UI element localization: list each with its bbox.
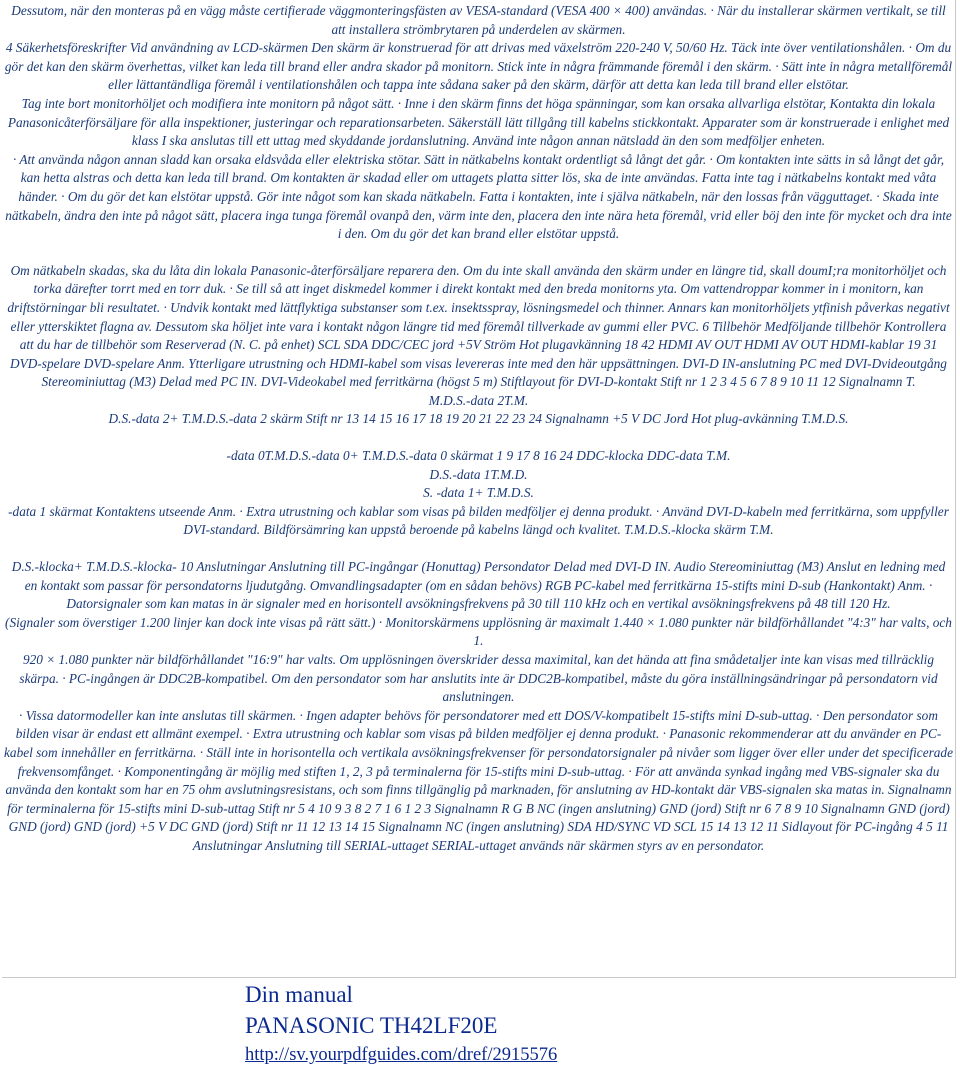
- paragraph-tmds-line-1: M.D.S.-data 2T.M.: [428, 392, 529, 408]
- paragraph-tmds-line-5: S. -data 1+ T.M.D.S.: [423, 485, 534, 501]
- footer-links: [245, 979, 745, 1069]
- paragraph-pc-notes: · Vissa datormodeller kan inte anslutas till skärmen. · Ingen adapter behövs för persondatorer med ett DOS/V-kompatibelt 15-stifts mini D-sub-uttag. · Den persondator som bilden visar är endast ett allmänt exempel. · Extra utrustning och kablar som visas på bilden medföljer ej denna produkt. · Panasonic rekommenderar att du använder en PC-kabel som innehåller en ferritkärna. · Ställ inte in horisontella och vertikala avsökningsfrekvenser för persondatorsignaler på nivåer som ligger över eller under det specificerade frekvensomfånget. · Komponentingång är möjlig med stiften 1, 2, 3 på terminalerna för 15-stifts mini D-sub-uttag. · För att använda synkad ingång med VBS-signaler ska du använda den kontakt som har en 75 ohm avslutningsresistans, och som finns tillgänglig på marknaden, för anslutning av HD-kontakt där VBS-signalen ska matas in. Signalnamn för terminalerna för 15-stifts mini D-sub-uttag Stift nr 5 4 10 9 3 8 2 7 1 6 1 2 3 Signalnamn R G B NC (ingen anslutning) GND (jord) Stift nr 6 7 8 9 10 Signalnamn GND (jord) GND (jord) GND (jord) +5 V DC GND (jord) Stift nr 11 12 13 14 15 Signalnamn NC (ingen anslutning) SDA HD/SYNC VD SCL 15 14 13 12 11 Sidlayout för PC-ingång 4 5 11 Anslutningar Anslutning till SERIAL-uttaget SERIAL-uttaget används när skärmen styrs av en persondator.: [4, 707, 953, 853]
- paragraph-tmds-line-3: -data 0T.M.D.S.-data 0+ T.M.D.S.-data 0 skärmat 1 9 17 8 16 24 DDC-klocka DDC-data T.M.: [226, 448, 731, 464]
- manual-link[interactable]: Din manual: [245, 982, 353, 1007]
- paragraph-pc-inputs: D.S.-klocka+ T.M.D.S.-klocka- 10 Anslutningar Anslutning till PC-ingångar (Honuttag) Persondator Delad med DVI-D IN. Audio Stereominiuttag (M3) Anslut en ledning med en kontakt som passar för persondatorns ljudutgång. Omvandlingsadapter (om en sådan behövs) RGB PC-kabel med ferritkärna 15-stifts mini D-sub (Hankontakt) Anm. · Datorsignaler som kan matas in är signaler med en horisontell avsökningsfrekvens på 30 till 110 kHz och en vertikal avsökningsfrekvens på 48 till 120 Hz.: [11, 559, 946, 612]
- paragraph-safety-precautions: 4 Säkerhetsföreskrifter Vid användning av LCD-skärmen Den skärm är konstruerad för att drivas med växelström 220-240 V, 50/60 Hz. Täck inte över ventilationshålen. · Om du gör det kan den skärm överhettas, vilket kan leda till brand eller andra skador på monitorn. Stick inte in några främmande föremål i den skärm. · Sätt inte in några metallföremål eller lättantändliga föremål i ventilationshålen och tappa inte sådana saker på den skärm, därför att detta kan leda till brand eller elstötar.: [4, 40, 953, 93]
- paragraph-power-cord: · Att använda någon annan sladd kan orsaka eldsvåda eller elektriska stötar. Sätt in nätkabelns kontakt ordentligt så långt det går. · Om kontakten inte sätts in så långt det går, kan hetta alstras och detta kan leda till brand. Om kontakten är skadad eller om uttagets platta sitter lös, ska de inte användas. Fatta inte tag i nätkabelns kontakt med våta händer. · Om du gör det kan elstötar uppstå. Gör inte något som kan skada nätkabeln. Fatta i kontakten, inte i själva nätkabeln, när den lossas från vägguttaget. · Skada inte nätkabeln, ändra den inte på något sätt, placera inga tunga föremål ovanpå den, värm inte den, placera den inte nära heta föremål, vrid eller böj den inte för mycket och dra inte i den. Om du gör det kan brand eller elstötar uppstå.: [5, 151, 952, 242]
- manual-text-block: [2, 0, 956, 978]
- paragraph-tmds-line-2: D.S.-data 2+ T.M.D.S.-data 2 skärm Stift nr 13 14 15 16 17 18 19 20 21 22 23 24 Signalnamn +5 V DC Jord Hot plug-avkänning T.M.D.S.: [108, 411, 849, 427]
- paragraph-accessories-connections: Om nätkabeln skadas, ska du låta din lokala Panasonic-återförsäljare reparera den. Om du inte skall använda den skärm under en längre tid, skall doumI;ra monitorhöljet och torka därefter torrt med en torr duk. · Se till så att inget diskmedel kommer i direkt kontakt med den breda monitorns yta. Om vattendroppar kommer in i monitorn, kan driftstörningar bli resultatet. · Undvik kontakt med lättflyktiga substanser som t.ex. insektsspray, lösningsmedel och thinner. Annars kan monitorhöljets ytfinish påverkas negativt eller ytterskiktet flagna av. Dessutom ska höljet inte vara i kontakt någon längre tid med föremål tillverkade av gummi eller PVC. 6 Tillbehör Medföljande tillbehör Kontrollera att du har de tillbehör som Reserverad (N. C. på enhet) SCL SDA DDC/CEC jord +5V Ström Hot plugavkänning 18 42 HDMI AV OUT HDMI AV OUT HDMI-kablar 19 31 DVD-spelare DVD-spelare Anm. Ytterligare utrustning och HDMI-kabel som visas levereras inte med den här uppsättningen. DVI-D IN-anslutning PC med DVI-Dvideoutgång Stereominiuttag (M3) Delad med PC IN. DVI-Videokabel med ferritkärna (högst 5 m) Stiftlayout för DVI-D-kontakt Stift nr 1 2 3 4 5 6 7 8 9 10 11 12 Signalnamn T.: [7, 262, 950, 390]
- paragraph-resolution-4-3: (Signaler som överstiger 1.200 linjer kan dock inte visas på rätt sätt.) · Monitorskärmens upplösning är maximalt 1.440 × 1.080 punkter när bildförhållandet "4:3" har valts, och 1.: [5, 614, 952, 649]
- paragraph-resolution-16-9: 920 × 1.080 punkter när bildförhållandet "16:9" har valts. Om upplösningen överskrider dessa maximital, kan det hända att fina smådetaljer inte kan visas med tillräcklig skärpa. · PC-ingången är DDC2B-kompatibel. Om den persondator som har anslutits inte är DDC2B-kompatibel, måste du göra inställningsändringar på persondatorn vid anslutningen.: [19, 652, 938, 705]
- url-link[interactable]: http://sv.yourpdfguides.com/dref/2915576: [245, 1045, 558, 1065]
- paragraph-monitor-cover: Tag inte bort monitorhöljet och modifiera inte monitorn på något sätt. · Inne i den skärm finns det höga spänningar, som kan orsaka allvarliga elstötar, Kontakta din lokala Panasonicåterförsäljare för alla inspektioner, justeringar och reparationsarbeten. Säkerställ lätt tillgång till kabelns stickkontakt. Apparater som är konstruerade i enlighet med klass I ska anslutas till ett uttag med skyddande jordanslutning. Använd inte någon annan nätsladd än den som medföljer enheten.: [7, 95, 950, 149]
- paragraph-vesa-mounting: Dessutom, när den monteras på en vägg måste certifierade väggmonteringsfästen av VESA-standard (VESA 400 × 400) användas. · När du installerar skärmen vertikalt, se till att installera strömbrytaren på underdelen av skärmen.: [11, 3, 946, 37]
- paragraph-dvi-note: -data 1 skärmat Kontaktens utseende Anm. · Extra utrustning och kablar som visas på bilden medföljer ej denna produkt. · Använd DVI-D-kabeln med ferritkärna, som uppfyller DVI-standard. Bildförsämring kan uppstå beroende på kabelns längd och kvalitet. T.M.D.S.-klocka skärm T.M.: [8, 503, 949, 538]
- product-link[interactable]: PANASONIC TH42LF20E: [245, 1013, 498, 1038]
- paragraph-tmds-line-4: D.S.-data 1T.M.D.: [429, 466, 528, 482]
